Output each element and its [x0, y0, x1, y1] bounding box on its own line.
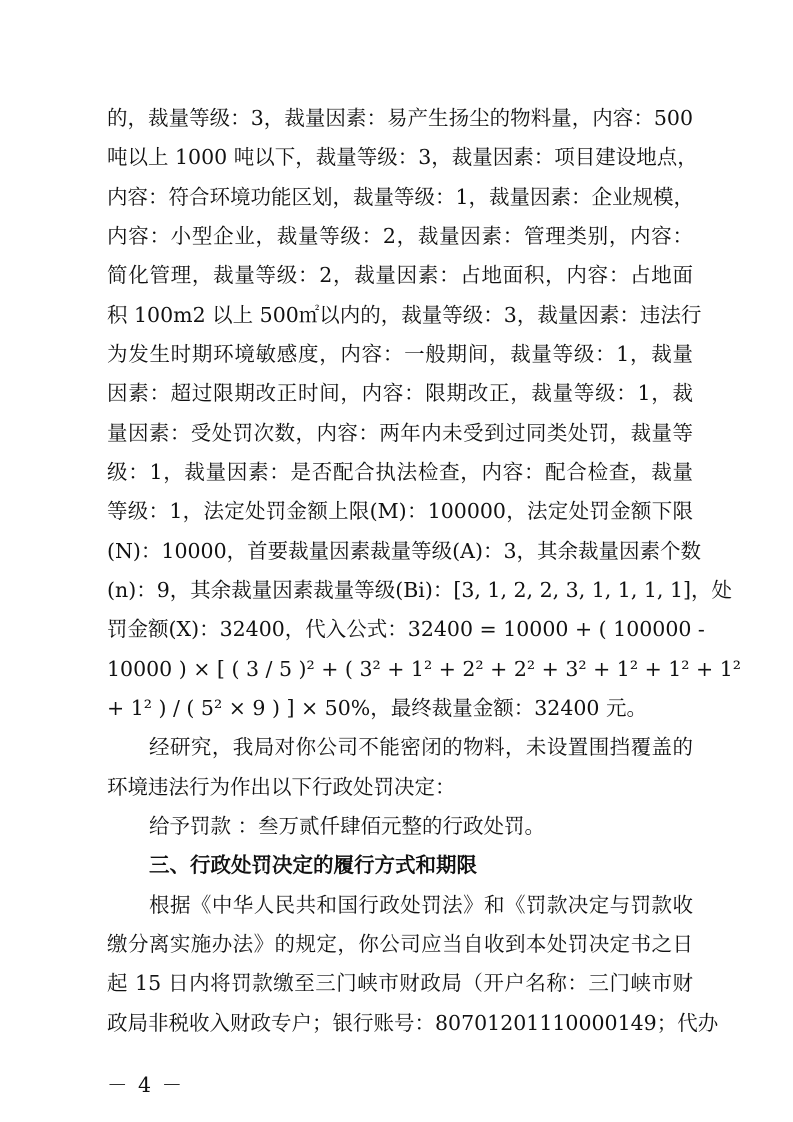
section-heading: 三、行政处罚决定的履行方式和期限	[149, 853, 477, 877]
formula-line-3: + 1² ) / ( 5² × 9 ) ] × 50%，最终裁量金额：32400 元。	[107, 696, 647, 720]
text-line-10: 级：1，裁量因素：是否配合执法检查，内容：配合检查，裁量	[107, 460, 693, 484]
formula-line-2: 10000 ) × [ ( 3 / 5 )² + ( 3² + 1² + 2² + 2² + 3² + 1² + 1² + 1²	[107, 657, 741, 681]
payment-paragraph-line-3: 起 15 日内将罚款缴至三门峡市财政局（开户名称：三门峡市财	[107, 971, 693, 995]
payment-paragraph-line-1: 根据《中华人民共和国行政处罚法》和《罚款决定与罚款收	[149, 893, 693, 917]
text-line-3: 内容：符合环境功能区划，裁量等级：1，裁量因素：企业规模，	[107, 185, 695, 209]
payment-paragraph-line-2: 缴分离实施办法》的规定，你公司应当自收到本处罚决定书之日	[107, 932, 693, 956]
text-line-6: 积 100m2 以上 500㎡以内的，裁量等级：3，裁量因素：违法行	[107, 303, 702, 327]
text-line-9: 量因素：受处罚次数，内容：两年内未受到过同类处罚，裁量等	[107, 421, 693, 445]
text-line-4: 内容：小型企业，裁量等级：2，裁量因素：管理类别，内容：	[107, 224, 693, 248]
text-line-13: (n)：9，其余裁量因素裁量等级(Bi)：[3, 1, 2, 2, 3, 1, 1, 1, 1]，处	[107, 578, 732, 602]
text-line-11: 等级：1，法定处罚金额上限(M)：100000，法定处罚金额下限	[107, 499, 693, 523]
text-line-7: 为发生时期环境敏感度，内容：一般期间，裁量等级：1，裁量	[107, 342, 693, 366]
text-line-8: 因素：超过限期改正时间，内容：限期改正，裁量等级：1，裁	[107, 381, 693, 405]
payment-paragraph-line-4: 政局非税收入财政专户；银行账号：80701201110000149；代办	[107, 1011, 719, 1035]
text-line-12: (N)：10000，首要裁量因素裁量等级(A)：3，其余裁量因素个数	[107, 539, 701, 563]
decision-paragraph-line-2: 环境违法行为作出以下行政处罚决定：	[107, 775, 456, 799]
text-line-1: 的，裁量等级：3，裁量因素：易产生扬尘的物料量，内容：500	[107, 106, 693, 130]
formula-line-1: 罚金额(X)：32400，代入公式：32400 = 10000 + ( 100000 -	[107, 617, 705, 641]
decision-paragraph-line-1: 经研究，我局对你公司不能密闭的物料，未设置围挡覆盖的	[149, 735, 693, 759]
text-line-2: 吨以上 1000 吨以下，裁量等级：3，裁量因素：项目建设地点，	[107, 145, 698, 169]
penalty-statement: 给予罚款 ：叁万贰仟肆佰元整的行政处罚。	[149, 814, 546, 838]
text-line-5: 简化管理，裁量等级：2，裁量因素：占地面积，内容：占地面	[107, 263, 693, 287]
page-number: － 4 －	[107, 1073, 185, 1097]
